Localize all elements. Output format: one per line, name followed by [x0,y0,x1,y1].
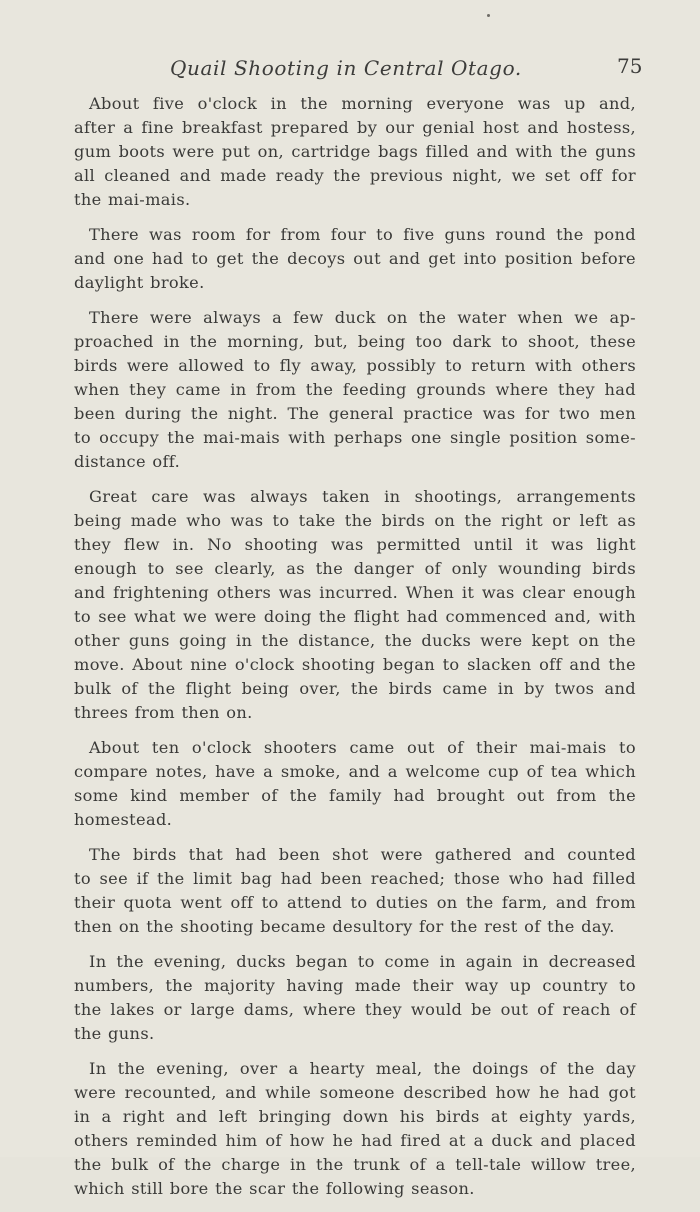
text-line: the lakes or large dams, where they would be out of reach of [74,1000,636,1019]
text-line: The birds that had been shot were gathered and counted [89,845,636,864]
paragraph [74,843,636,939]
text-line: numbers, the majority having made their way up country to [74,976,636,995]
text-line: after a fine breakfast prepared by our genial host and hostess, [74,118,636,137]
text-line: distance off. [74,452,181,471]
text-line: they flew in. No shooting was permitted until it was light [74,535,636,554]
paragraph [74,223,636,295]
paper-speck [487,14,490,17]
text-line: daylight broke. [74,273,205,292]
text-line: the guns. [74,1024,155,1043]
body-text [74,92,636,1212]
page-header [0,50,700,86]
paragraph [74,485,636,725]
text-line: other guns going in the distance, the ducks were kept on the [74,631,636,650]
text-line: some kind member of the family had brought out from the [74,786,636,805]
text-line: all cleaned and made ready the previous night, we set off for [74,166,636,185]
text-line: threes from then on. [74,703,253,722]
text-line: Great care was always taken in shootings, arrangements [89,487,636,506]
paragraph [74,1057,636,1201]
text-line: birds were allowed to fly away, possibly to return with others [74,356,636,375]
text-line: In the evening, ducks began to come in again in decreased [89,952,636,971]
text-line: gum boots were put on, cartridge bags filled and with the guns [74,142,636,161]
text-line: when they came in from the feeding grounds where they had [74,380,636,399]
text-line: in a right and left bringing down his birds at eighty yards, [74,1107,636,1126]
paragraph [74,92,636,212]
text-line: to see if the limit bag had been reached; those who had filled [74,869,636,888]
text-line: There was room for from four to five guns round the pond [89,225,636,244]
text-line: and frightening others was incurred. When it was clear enough [74,583,636,602]
text-line: bulk of the flight being over, the birds came in by twos and [74,679,636,698]
text-line: being made who was to take the birds on the right or left as [74,511,636,530]
paragraph [74,950,636,1046]
page-number: 75 [617,54,643,78]
paragraph [74,306,636,474]
paragraph [74,736,636,832]
text-line: compare notes, have a smoke, and a welcome cup of tea which [74,762,636,781]
text-line: There were always a few duck on the water when we ap- [89,308,636,327]
running-title: Quail Shooting in Central Otago. [170,56,522,80]
text-line: In the evening, over a hearty meal, the doings of the day [89,1059,636,1078]
text-line: their quota went off to attend to duties on the farm, and from [74,893,636,912]
text-line: to see what we were doing the flight had commenced and, with [74,607,636,626]
text-line: move. About nine o'clock shooting began to slacken off and the [74,655,636,674]
text-line: others reminded him of how he had fired at a duck and placed [74,1131,636,1150]
text-line: enough to see clearly, as the danger of only wounding birds [74,559,636,578]
text-line: homestead. [74,810,173,829]
text-line: About five o'clock in the morning everyone was up and, [89,94,636,113]
text-line: About ten o'clock shooters came out of their mai-mais to [89,738,636,757]
text-line: were recounted, and while someone described how he had got [74,1083,636,1102]
text-line: and one had to get the decoys out and get into position before [74,249,636,268]
text-line: the bulk of the charge in the trunk of a tell-tale willow tree, [74,1155,636,1174]
text-line: which still bore the scar the following season. [74,1179,475,1198]
text-line: proached in the morning, but, being too dark to shoot, these [74,332,636,351]
text-line: to occupy the mai-mais with perhaps one single position some- [74,428,636,447]
text-line: then on the shooting became desultory for the rest of the day. [74,917,615,936]
text-line: the mai-mais. [74,190,191,209]
text-line: been during the night. The general practice was for two men [74,404,636,423]
